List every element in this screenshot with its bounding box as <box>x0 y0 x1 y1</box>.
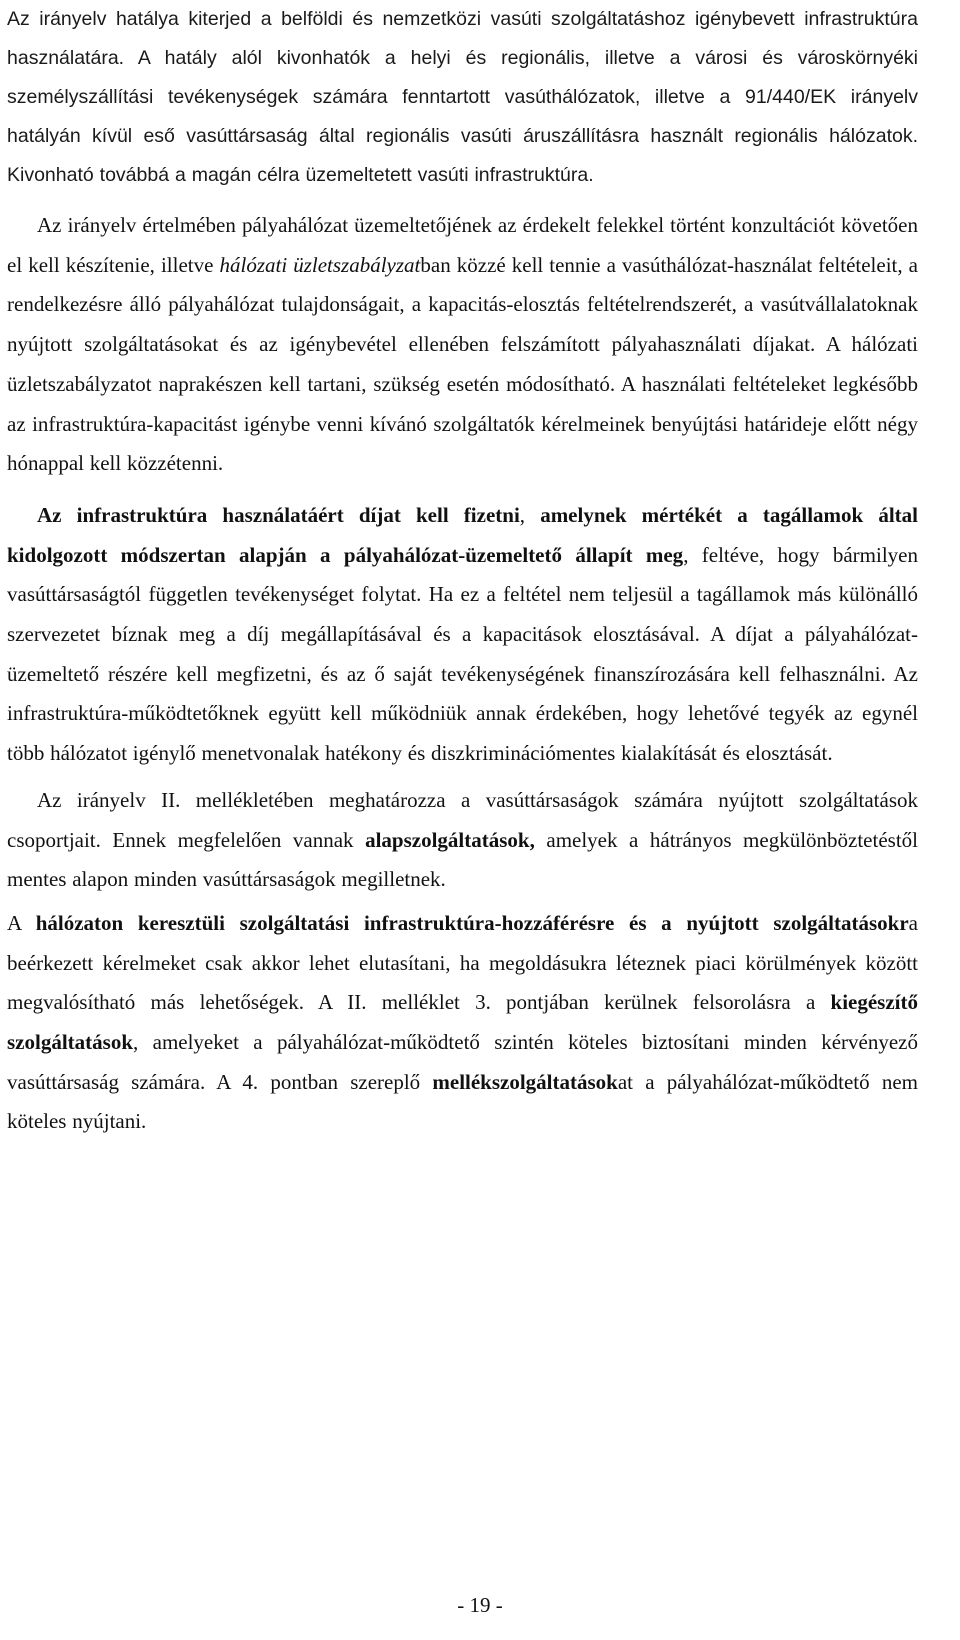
basic-services-term: alapszolgáltatások, <box>365 827 535 852</box>
paragraph-service-groups <box>7 781 918 900</box>
page-number: - 19 - <box>457 1593 503 1617</box>
service-groups-text-2: amelyek a hátrányos megkülönböztetéstől mentes alapon minden vasúttársaságok megilletnek. <box>7 827 919 892</box>
paragraph-access-charges <box>7 496 918 774</box>
network-statement-term: hálózati üzletszabályzat <box>219 252 421 277</box>
track-access-text-2: a beérkezett kérelmeket csak akkor lehet elutasítani, ha megoldásukra léteznek piaci körülmények között megvalósítható más lehetőségek. A II. melléklet 3. pontjában kerülnek felsorolásra a <box>7 910 918 1015</box>
paragraph-network-statement <box>7 206 918 484</box>
paragraph-scope-text: Az irányelv hatálya kiterjed a belföldi és nemzetközi vasúti szolgáltatáshoz igénybevett infrastruktúra használatára. A hatály alól kivonhatók a helyi és regionális, illetve a városi és városkörnyéki személyszállítási tevékenységek számára fenntartott vasúthálózatok, illetve a 91/440/EK irányelv hatályán kívül eső vasúttársaság által regionális vasúti áruszállításra használt regionális hálózatok. Kivonható továbbá a magán célra üzemeltetett vasúti infrastruktúra. <box>7 8 918 186</box>
access-charges-bold-2: amelynek mértékét a tagállamok által kidolgozott módszertan alapján a pályahálózat-üzemeltető állapít meg <box>7 502 918 567</box>
track-access-text-1: A <box>7 910 36 935</box>
track-access-text-3: , amelyeket a pályahálózat-működtető szintén köteles biztosítani minden kérvényező vasúttársaság számára. A 4. pontban szereplő <box>7 1030 918 1094</box>
access-charges-comma: , <box>519 502 541 527</box>
paragraph-scope <box>7 0 918 195</box>
paragraph-network-statement-text-1: Az irányelv értelmében pályahálózat üzemeltetőjének az érdekelt felekkel történt konzultációt követően el kell készítenie, illetve <box>7 213 918 277</box>
track-access-text-4: at a pályahálózat-működtető nem köteles nyújtani. <box>7 1069 918 1134</box>
paragraph-network-statement-text-2: ban közzé kell tennie a vasúthálózat-használat feltételeit, a rendelkezésre álló pályahálózat tulajdonságait, a kapacitás-elosztás feltételrendszerét, a vasútvállalatoknak nyújtott szolgáltatásokat és az igénybevétel ellenében felszámított pályahasználati díjakat. A hálózati üzletszabályzatot naprakészen kell tartani, szükség esetén módosítható. A használati feltételeket legkésőbb az infrastruktúra-kapacitást igénybe venni kívánó szolgáltatók kérelmeinek benyújtási határideje előtt négy hónappal kell közzétenni. <box>7 252 918 476</box>
paragraph-track-access <box>7 904 918 1142</box>
ancillary-services-term: mellékszolgáltatások <box>432 1069 618 1094</box>
access-charges-text: , feltéve, hogy bármilyen vasúttársaságtól független tevékenységet folytat. Ha ez a feltétel nem teljesül a tagállamok más különálló szervezetet bíznak meg a díj megállapításával és a kapacitások elosztásával. A díjat a pályahálózat-üzemeltető részére kell megfizetni, és az ő saját tevékenységének finanszírozására kell felhasználni. Az infrastruktúra-működtetőknek együtt kell működniük annak érdekében, hogy lehetővé tegyék az egynél több hálózatot igénylő menetvonalak hatékony és diszkriminációmentes kialakítását és elosztását. <box>7 542 918 766</box>
track-access-bold-1: hálózaton keresztüli szolgáltatási infrastruktúra-hozzáférésre és a nyújtott szolgáltatásokr <box>35 910 909 935</box>
access-charges-bold-1: Az infrastruktúra használatáért díjat kell fizetni <box>37 502 520 527</box>
additional-services-term: kiegészítő szolgáltatások <box>7 990 918 1055</box>
service-groups-text-1: Az irányelv II. mellékletében meghatározza a vasúttársaságok számára nyújtott szolgáltatások csoportjait. Ennek megfelelően vannak <box>7 787 918 852</box>
